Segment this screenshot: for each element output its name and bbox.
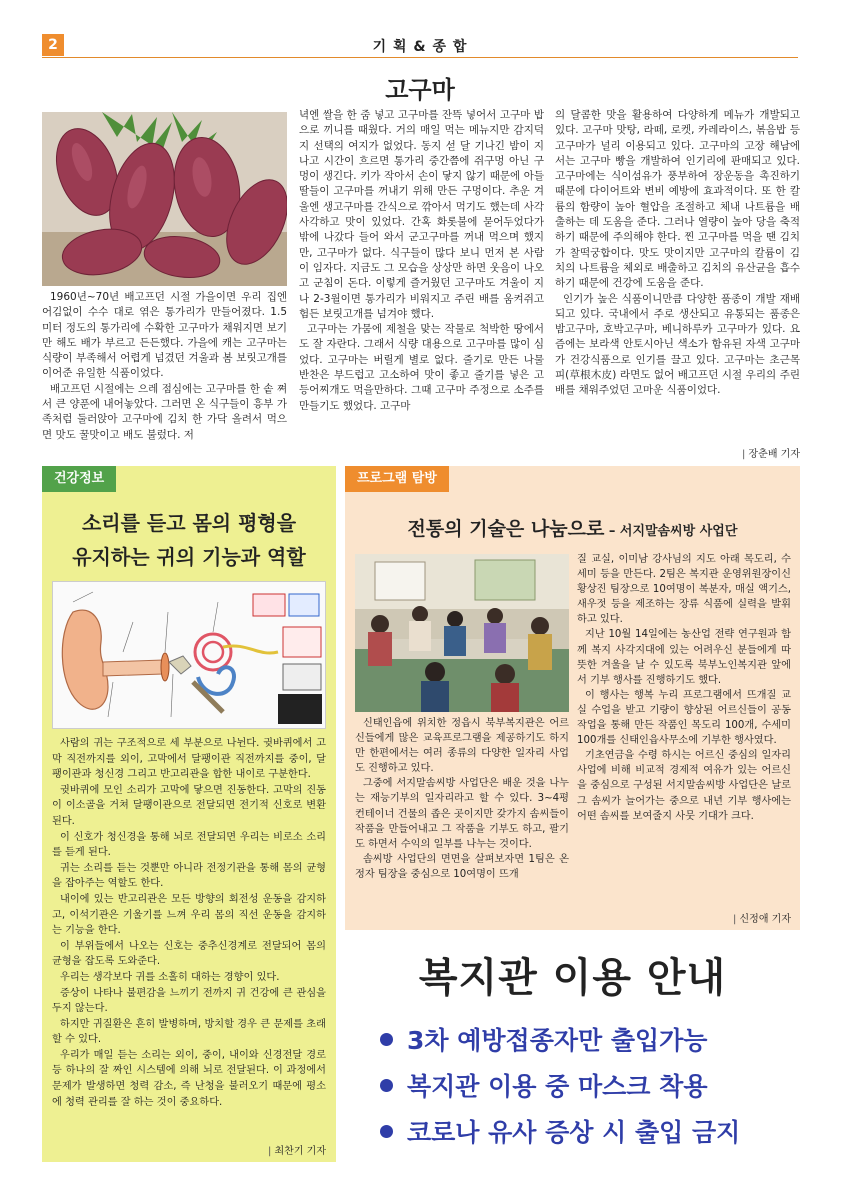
title-line: 유지하는 귀의 기능과 역할	[72, 545, 306, 569]
article-paragraph: 우리는 생각보다 귀를 소홀히 대하는 경향이 있다.	[60, 971, 280, 983]
byline: | 장춘배 기자	[555, 445, 800, 460]
article-paragraph: 그중에 서지말솜씨방 사업단은 배운 것을 나누는 재능기부의 일자리라고 할 수 있다. 3~4평 컨테이너 건물의 좁은 곳이지만 갖가지 솜씨들이 작품을 만들어내고 그 작품을 기부도 하고, 팔기도 하면서 수익의 일부를 나누는 것이다.	[355, 778, 569, 850]
health-article-body	[52, 736, 326, 1110]
notice-item	[380, 1108, 800, 1154]
article-paragraph: 하지만 귀질환은 흔히 발병하며, 방치할 경우 큰 문제를 초래할 수 있다.	[52, 1018, 326, 1046]
byline: | 신정애 기자	[577, 910, 791, 925]
article-paragraph: 이 행사는 행복 누리 프로그램에서 뜨개질 교실 수업을 받고 기량이 향상된 어르신들이 공동작업을 통해 만든 작품인 목도리 100개, 수세미 100개를 신태인읍사무소에 기부한 행사였다.	[577, 689, 791, 747]
program-title-sub: – 서지말솜씨방 사업단	[604, 524, 738, 539]
article-paragraph: 귓바퀴에 모인 소리가 고막에 닿으면 진동한다. 고막의 진동이 이소골을 거쳐 달팽이관으로 전달되면 전기적 신호로 변환된다.	[52, 784, 326, 827]
page-header	[42, 34, 798, 58]
sweet-potato-column-3	[555, 108, 800, 399]
bullet-icon	[380, 1033, 393, 1046]
article-paragraph: 녁엔 쌀을 한 줌 넣고 고구마를 잔뜩 넣어서 고구마 밥으로 끼니를 때웠다. 거의 매일 먹는 메뉴지만 감지덕지 선택의 여지가 없었다. 동지 섣 달 기나긴 밤이 지나고 시간이 흐르면 통가리 중간쯤에 쥐구멍 아닌 구멍이 생긴다. 키가 작아서 손이 닿지 않기 때문에 아들딸들이 고구마를 꺼내기 위해 만든 구멍이다. 추운 겨울엔 생고구마를 간식으로 깎아서 먹기도 했는데 사각사각하고 맛이 있었다. 간혹 화롯불에 묻어두었다가 밖에 나갔다 들어 와서 군고구마를 꺼내 먹으며 했지만, 고구마가 없다. 식구들이 많다 보니 먼저 본 사람이 임자다. 지금도 그 모습을 상상만 하면 웃음이 나오고 군침이 돈다. 이렇게 즐거웠던 고구마도 겨울이 지나 2-3월이면 통가리가 비워지고 주린 배를 움켜쥐고 험든 보릿고개를 넘겨야 했다.	[299, 109, 544, 320]
article-paragraph: 배고프던 시절에는 으레 점심에는 고구마를 한 솥 쪄서 큰 양푼에 내어놓았다. 그러면 온 식구들이 흥부 가족처럼 둘러앉아 고구마에 김치 한 가닥 올려서 먹으면 맛도 꿀맛이고 배도 불렀다. 저	[42, 382, 287, 441]
sweet-potato-title: 고구마	[385, 76, 455, 104]
article-paragraph: 이 신호가 청신경을 통해 뇌로 전달되면 우리는 비로소 소리를 듣게 된다.	[52, 831, 326, 859]
bullet-icon	[380, 1079, 393, 1092]
article-paragraph: 신태인읍에 위치한 정읍시 북부복지관은 어르신들에게 많은 교육프로그램을 제공하기도 하지만 한편에서는 여러 종류의 다양한 일자리 사업도 진행하고 있다.	[355, 718, 569, 775]
notice-item-text: 복지관 이용 중 마스크 착용	[407, 1072, 708, 1101]
notice-title: 복지관 이용 안내	[418, 955, 727, 1001]
notice-item-text: 코로나 유사 증상 시 출입 금지	[407, 1118, 741, 1147]
article-paragraph: 우리가 매일 듣는 소리는 외이, 중이, 내이와 신경전달 경로 등 하나의 잘 짜인 시스템에 의해 뇌로 전달된다. 이 과정에서 문제가 발생하면 청력 감소, 즉 난청을 불러오기 때문에 평소에 청력 관리를 잘 하는 것이 중요하다.	[52, 1049, 326, 1108]
program-title-main: 전통의 기술은 나눔으로	[407, 518, 605, 540]
program-column-left	[355, 716, 569, 882]
program-visit-box	[345, 466, 800, 930]
section-tag: 건강정보	[42, 466, 116, 492]
page-number: 2	[42, 34, 64, 56]
program-column-right	[577, 552, 791, 824]
article-paragraph: 질 교실, 이미남 강사님의 지도 아래 목도리, 수세미 등을 만든다. 2팀은 복지관 운영위원장이신 황상진 팀장으로 10여명이 복분자, 매실 액기스, 새우젓 등을 제조하는 장류 식품에 실력을 발휘하고 있다.	[577, 554, 791, 626]
article-paragraph: 사람의 귀는 구조적으로 세 부분으로 나뉜다. 귓바퀴에서 고막 직전까지를 외이, 고막에서 달팽이관 직전까지를 중이, 달팽이관과 청신경 그리고 반고리관을 합한 내이로 구분한다.	[52, 738, 326, 781]
health-info-box	[42, 466, 336, 1162]
sweet-potato-column-1	[42, 290, 287, 443]
article-paragraph: 지난 10월 14일에는 농산업 전략 연구원과 함께 복지 사각지대에 있는 어려우신 분들에게 따뜻한 겨울을 날 수 있도록 북부노인복지관 앞에서 기부 행사를 진행하기도 했다.	[577, 629, 791, 686]
program-title	[345, 514, 800, 541]
title-line: 소리를 듣고 몸의 평형을	[81, 511, 297, 535]
ear-anatomy-diagram	[52, 581, 326, 729]
article-paragraph: 의 달콤한 맛을 활용하여 다양하게 메뉴가 개발되고 있다. 고구마 맛탕, 라떼, 로켓, 카레라이스, 볶음밥 등 고구마가 널리 이용되고 있다. 고구마의 고장 해남에서는 고구마 빵을 개발하여 인기리에 판매되고 있다. 고구마에는 식이섬유가 풍부하여 장운동을 촉진하기 때문에 다이어트와 변비 예방에 효과적이다. 또 한 칼륨의 함량이 높아 혈압을 조절하고 체내 나트륨을 배출하는 데 도움을 준다. 그러나 열량이 높아 당을 축적하기 때문에 주의해야 한다. 찐 고구마를 먹을 땐 김치가 찰떡궁합이다. 맛도 맛이지만 고구마의 칼륨이 김치의 나트륨을 체외로 배출하고 김치의 유산균을 흡수하기 때문에 건강에 도움을 준다.	[555, 109, 800, 290]
article-paragraph: 귀는 소리를 듣는 것뿐만 아니라 전정기관을 통해 몸의 균형을 잡아주는 역할도 한다.	[52, 862, 326, 890]
article-paragraph: 이 부위들에서 나오는 신호는 중추신경계로 전달되어 몸의 균형을 잡도록 도와준다.	[52, 940, 326, 968]
notice-item	[380, 1016, 800, 1062]
section-tag: 프로그램 탐방	[345, 466, 449, 492]
notice-list	[380, 1016, 800, 1154]
notice-item	[380, 1062, 800, 1108]
sweet-potato-column-2	[299, 108, 544, 414]
section-title: 기 획 & 종 합	[372, 39, 468, 55]
sewing-workshop-photo	[355, 554, 569, 712]
article-paragraph: 1960년~70년 배고프던 시절 가을이면 우리 집엔 어김없이 수수 대로 엮은 통가리가 만들어졌다. 1.5 미터 정도의 통가리에 수확한 고구마가 채워지면 보기만 해도 배가 부르고 든든했다. 가을에 캐는 고구마는 식량이 부족해서 어렵게 넘겼던 겨울과 봄 보릿고개를 이어준 유일한 식품이었다.	[42, 291, 287, 380]
article-paragraph: 증상이 나타나 불편감을 느끼기 전까지 귀 건강에 큰 관심을 두지 않는다.	[52, 987, 326, 1015]
health-title	[52, 506, 326, 574]
article-paragraph: 솜씨방 사업단의 면면을 살펴보자면 1팀은 온정자 팀장을 중심으로 10여명이 뜨개	[355, 853, 569, 880]
notice-item-text: 3차 예방접종자만 출입가능	[407, 1026, 708, 1055]
article-paragraph: 고구마는 가뭄에 제철을 맞는 작물로 척박한 땅에서도 잘 자란다. 그래서 식량 대용으로 고구마를 많이 심었다. 고구마는 버릴게 별로 없다. 줄기로 만든 나물 반찬은 부드럽고 고소하여 맛이 좋고 줄기를 넣은 고등어찌개도 먹을만하다. 그때 고구마 주정으로 소주를 만들기도 했었다. 고구마	[299, 323, 544, 412]
article-paragraph: 인기가 높은 식품이니만큼 다양한 품종이 개발 재배되고 있다. 국내에서 주로 생산되고 유통되는 품종은 밤고구마, 호박고구마, 베니하루카 고구마가 있다. 요즘에는 보라색 안토시아닌 색소가 함유된 자색 고구마가 건강식품으로 인기를 끌고 있다. 고구마는 초근목피(草根木皮) 라면도 없어 배고프던 시절 우리의 주린 배를 채워주었던 고마운 식품이었다.	[555, 292, 800, 397]
bullet-icon	[380, 1125, 393, 1138]
article-paragraph: 내이에 있는 반고리관은 모든 방향의 회전성 운동을 감지하고, 이석기관은 기울기를 느껴 우리 몸의 직선 운동을 감지하는 기능을 한다.	[52, 893, 326, 937]
article-paragraph: 기초연금을 수령 하시는 어르신 중심의 일자리 사업에 비해 비교적 경제적 여유가 있는 어르신을 중심으로 구성된 서지말솜씨방 사업단은 날로 그 솜씨가 늘어가는 중으로 내년 기부 행사에는 어떤 솜씨를 보여줄지 사뭇 기대가 크다.	[577, 750, 791, 822]
sweet-potatoes-photo	[42, 112, 287, 286]
byline: | 최찬기 기자	[52, 1142, 326, 1157]
